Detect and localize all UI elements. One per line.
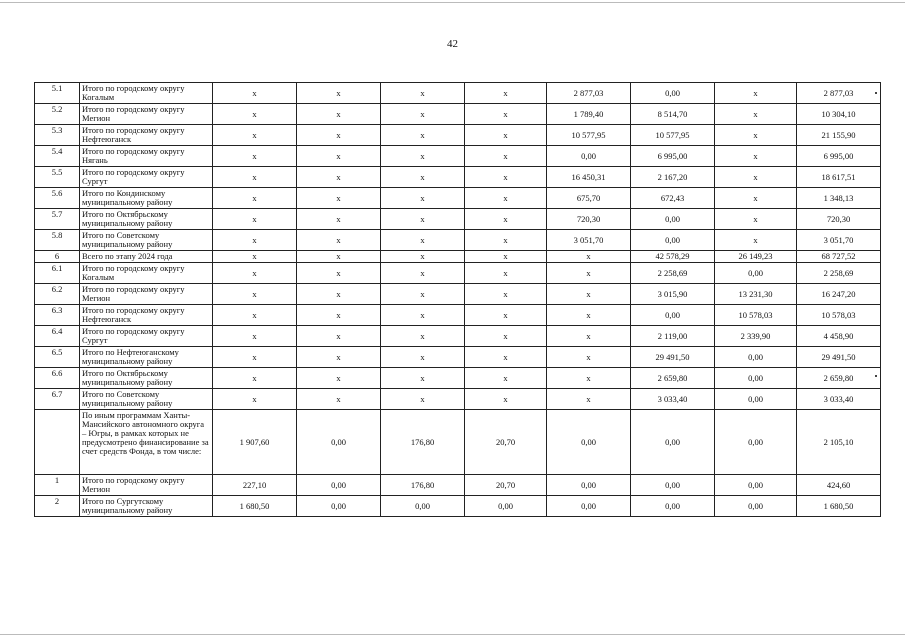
value-cell: 10 577,95 (631, 125, 715, 146)
scan-edge-top (0, 2, 905, 3)
value-cell: x (547, 305, 631, 326)
value-cell: x (547, 251, 631, 263)
value-cell: 1 680,50 (797, 496, 881, 517)
row-name-cell: Итого по городскому округу Когалым (80, 263, 213, 284)
value-cell: 10 578,03 (797, 305, 881, 326)
row-name-cell: Итого по Кондинскому муниципальному району (80, 188, 213, 209)
value-cell: 0,00 (297, 410, 381, 475)
value-cell: 2 258,69 (631, 263, 715, 284)
value-cell: x (213, 83, 297, 104)
value-cell: x (715, 104, 797, 125)
value-cell: 2 659,80 (631, 368, 715, 389)
value-cell: 29 491,50 (797, 347, 881, 368)
value-cell: 1 348,13 (797, 188, 881, 209)
value-cell: 3 015,90 (631, 284, 715, 305)
row-number-cell: 5.4 (35, 146, 80, 167)
value-cell: 16 450,31 (547, 167, 631, 188)
value-cell: 0,00 (297, 496, 381, 517)
row-number-cell: 6.5 (35, 347, 80, 368)
table-row (35, 475, 881, 496)
value-cell: 0,00 (631, 83, 715, 104)
table-row (35, 104, 881, 125)
value-cell: 8 514,70 (631, 104, 715, 125)
value-cell: 675,70 (547, 188, 631, 209)
value-cell: x (547, 326, 631, 347)
row-number-cell: 6 (35, 251, 80, 263)
value-cell: x (213, 230, 297, 251)
value-cell: x (547, 368, 631, 389)
row-number-cell: 1 (35, 475, 80, 496)
data-table (34, 82, 881, 517)
value-cell: 20,70 (465, 475, 547, 496)
row-number-cell: 6.6 (35, 368, 80, 389)
row-name-cell: Итого по Октябрьскому муниципальному району (80, 368, 213, 389)
value-cell: x (381, 209, 465, 230)
table-row (35, 284, 881, 305)
value-cell: 0,00 (631, 410, 715, 475)
value-cell: x (213, 389, 297, 410)
value-cell: 176,80 (381, 475, 465, 496)
value-cell: 0,00 (381, 496, 465, 517)
row-name-cell: Итого по Советскому муниципальному району (80, 389, 213, 410)
value-cell: 0,00 (715, 389, 797, 410)
value-cell: x (381, 284, 465, 305)
row-number-cell: 5.1 (35, 83, 80, 104)
table-row (35, 496, 881, 517)
table-row (35, 347, 881, 368)
row-number-cell: 5.2 (35, 104, 80, 125)
value-cell: x (547, 347, 631, 368)
value-cell: x (213, 251, 297, 263)
row-name-cell: Итого по городскому округу Мегион (80, 104, 213, 125)
table-row (35, 167, 881, 188)
value-cell: 13 231,30 (715, 284, 797, 305)
row-name-cell: Итого по городскому округу Нефтеюганск (80, 125, 213, 146)
row-name-cell: Итого по городскому округу Нягань (80, 146, 213, 167)
value-cell: x (465, 188, 547, 209)
value-cell: x (213, 104, 297, 125)
row-name-cell: Итого по городскому округу Мегион (80, 284, 213, 305)
value-cell: 26 149,23 (715, 251, 797, 263)
value-cell: 0,00 (715, 347, 797, 368)
value-cell: x (297, 263, 381, 284)
value-cell: 176,80 (381, 410, 465, 475)
value-cell: x (297, 188, 381, 209)
value-cell: x (715, 230, 797, 251)
value-cell: 16 247,20 (797, 284, 881, 305)
value-cell: 2 877,03 (797, 83, 881, 104)
value-cell: 0,00 (547, 410, 631, 475)
value-cell: x (381, 326, 465, 347)
value-cell: 0,00 (547, 475, 631, 496)
value-cell: 68 727,52 (797, 251, 881, 263)
value-cell: 0,00 (715, 475, 797, 496)
data-table-wrapper (34, 82, 881, 517)
row-number-cell: 5.6 (35, 188, 80, 209)
value-cell: 6 995,00 (631, 146, 715, 167)
table-row (35, 230, 881, 251)
value-cell: 3 033,40 (797, 389, 881, 410)
table-body (35, 83, 881, 517)
row-name-cell: Итого по городскому округу Когалым (80, 83, 213, 104)
value-cell: x (213, 188, 297, 209)
value-cell: x (465, 230, 547, 251)
value-cell: x (213, 167, 297, 188)
scan-mark (875, 375, 877, 377)
value-cell: x (465, 251, 547, 263)
value-cell: x (381, 263, 465, 284)
value-cell: x (297, 167, 381, 188)
row-number-cell: 6.1 (35, 263, 80, 284)
value-cell: x (381, 305, 465, 326)
table-row (35, 368, 881, 389)
value-cell: 2 167,20 (631, 167, 715, 188)
value-cell: x (465, 167, 547, 188)
page-number: 42 (447, 38, 458, 50)
value-cell: x (465, 389, 547, 410)
value-cell: 227,10 (213, 475, 297, 496)
row-name-cell: Итого по городскому округу Сургут (80, 167, 213, 188)
value-cell: 424,60 (797, 475, 881, 496)
value-cell: 2 119,00 (631, 326, 715, 347)
value-cell: 3 033,40 (631, 389, 715, 410)
value-cell: 0,00 (631, 209, 715, 230)
value-cell: x (297, 284, 381, 305)
value-cell: 3 051,70 (797, 230, 881, 251)
value-cell: 6 995,00 (797, 146, 881, 167)
value-cell: x (381, 389, 465, 410)
value-cell: 4 458,90 (797, 326, 881, 347)
value-cell: 10 578,03 (715, 305, 797, 326)
row-number-cell: 6.2 (35, 284, 80, 305)
value-cell: x (213, 326, 297, 347)
value-cell: x (547, 263, 631, 284)
value-cell: 42 578,29 (631, 251, 715, 263)
row-number-cell: 2 (35, 496, 80, 517)
value-cell: 0,00 (297, 475, 381, 496)
value-cell: 1 907,60 (213, 410, 297, 475)
value-cell: 0,00 (547, 146, 631, 167)
value-cell: x (715, 146, 797, 167)
value-cell: x (297, 305, 381, 326)
value-cell: x (715, 188, 797, 209)
row-number-cell: 5.3 (35, 125, 80, 146)
value-cell: x (297, 230, 381, 251)
value-cell: x (381, 104, 465, 125)
value-cell: x (465, 368, 547, 389)
value-cell: x (381, 230, 465, 251)
value-cell: 18 617,51 (797, 167, 881, 188)
row-number-cell: 6.4 (35, 326, 80, 347)
table-row (35, 305, 881, 326)
value-cell: x (213, 347, 297, 368)
value-cell: 2 258,69 (797, 263, 881, 284)
value-cell: 2 877,03 (547, 83, 631, 104)
table-row (35, 83, 881, 104)
value-cell: x (213, 209, 297, 230)
value-cell: x (465, 305, 547, 326)
value-cell: x (381, 347, 465, 368)
value-cell: x (213, 263, 297, 284)
value-cell: 20,70 (465, 410, 547, 475)
row-name-cell: Итого по Октябрьскому муниципальному району (80, 209, 213, 230)
value-cell: x (381, 167, 465, 188)
value-cell: 0,00 (631, 305, 715, 326)
value-cell: x (213, 368, 297, 389)
value-cell: 720,30 (797, 209, 881, 230)
value-cell: x (715, 167, 797, 188)
value-cell: 3 051,70 (547, 230, 631, 251)
value-cell: 29 491,50 (631, 347, 715, 368)
row-name-cell: Итого по Сургутскому муниципальному району (80, 496, 213, 517)
row-name-cell: Итого по городскому округу Сургут (80, 326, 213, 347)
value-cell: x (381, 146, 465, 167)
value-cell: x (297, 104, 381, 125)
value-cell: x (465, 125, 547, 146)
value-cell: x (213, 305, 297, 326)
value-cell: 2 659,80 (797, 368, 881, 389)
value-cell: x (297, 125, 381, 146)
value-cell: x (213, 125, 297, 146)
value-cell: 0,00 (715, 496, 797, 517)
value-cell: x (213, 284, 297, 305)
value-cell: x (381, 125, 465, 146)
value-cell: x (465, 326, 547, 347)
value-cell: 0,00 (547, 496, 631, 517)
value-cell: x (381, 368, 465, 389)
scan-edge-bottom (0, 634, 905, 635)
table-row (35, 251, 881, 263)
value-cell: x (297, 83, 381, 104)
value-cell: 0,00 (715, 410, 797, 475)
value-cell: x (465, 104, 547, 125)
table-row (35, 125, 881, 146)
value-cell: 720,30 (547, 209, 631, 230)
value-cell: x (381, 188, 465, 209)
value-cell: x (547, 389, 631, 410)
value-cell: x (381, 251, 465, 263)
table-row (35, 209, 881, 230)
value-cell: 21 155,90 (797, 125, 881, 146)
value-cell: 1 680,50 (213, 496, 297, 517)
value-cell: x (465, 284, 547, 305)
value-cell: x (465, 209, 547, 230)
row-number-cell (35, 410, 80, 475)
value-cell: 2 339,90 (715, 326, 797, 347)
value-cell: x (715, 209, 797, 230)
value-cell: 2 105,10 (797, 410, 881, 475)
row-name-cell: Итого по Советскому муниципальному району (80, 230, 213, 251)
value-cell: x (465, 263, 547, 284)
row-number-cell: 5.7 (35, 209, 80, 230)
table-row (35, 146, 881, 167)
value-cell: x (297, 389, 381, 410)
row-name-cell: Итого по городскому округу Мегион (80, 475, 213, 496)
value-cell: 0,00 (631, 230, 715, 251)
value-cell: x (715, 83, 797, 104)
value-cell: x (297, 326, 381, 347)
value-cell: x (465, 347, 547, 368)
value-cell: x (381, 83, 465, 104)
value-cell: 0,00 (465, 496, 547, 517)
table-row (35, 389, 881, 410)
table-row (35, 410, 881, 475)
table-row (35, 326, 881, 347)
value-cell: x (213, 146, 297, 167)
value-cell: x (465, 146, 547, 167)
value-cell: 1 789,40 (547, 104, 631, 125)
value-cell: x (297, 209, 381, 230)
value-cell: 0,00 (715, 368, 797, 389)
value-cell: x (297, 146, 381, 167)
value-cell: x (465, 83, 547, 104)
value-cell: x (297, 368, 381, 389)
row-name-cell: Итого по городскому округу Нефтеюганск (80, 305, 213, 326)
value-cell: 0,00 (715, 263, 797, 284)
value-cell: x (297, 347, 381, 368)
row-number-cell: 6.3 (35, 305, 80, 326)
row-number-cell: 5.5 (35, 167, 80, 188)
row-name-cell: Всего по этапу 2024 года (80, 251, 213, 263)
value-cell: 672,43 (631, 188, 715, 209)
value-cell: 10 304,10 (797, 104, 881, 125)
value-cell: x (297, 251, 381, 263)
row-number-cell: 5.8 (35, 230, 80, 251)
value-cell: x (547, 284, 631, 305)
row-name-cell: Итого по Нефтеюганскому муниципальному району (80, 347, 213, 368)
value-cell: 0,00 (631, 475, 715, 496)
scan-mark (875, 92, 877, 94)
row-number-cell: 6.7 (35, 389, 80, 410)
table-row (35, 263, 881, 284)
value-cell: x (715, 125, 797, 146)
value-cell: 10 577,95 (547, 125, 631, 146)
row-name-cell: По иным программам Ханты-Мансийского автономного округа – Югры, в рамках которых не предусмотрено финансирование за счет средств Фонда, в том числе: (80, 410, 213, 475)
table-row (35, 188, 881, 209)
value-cell: 0,00 (631, 496, 715, 517)
